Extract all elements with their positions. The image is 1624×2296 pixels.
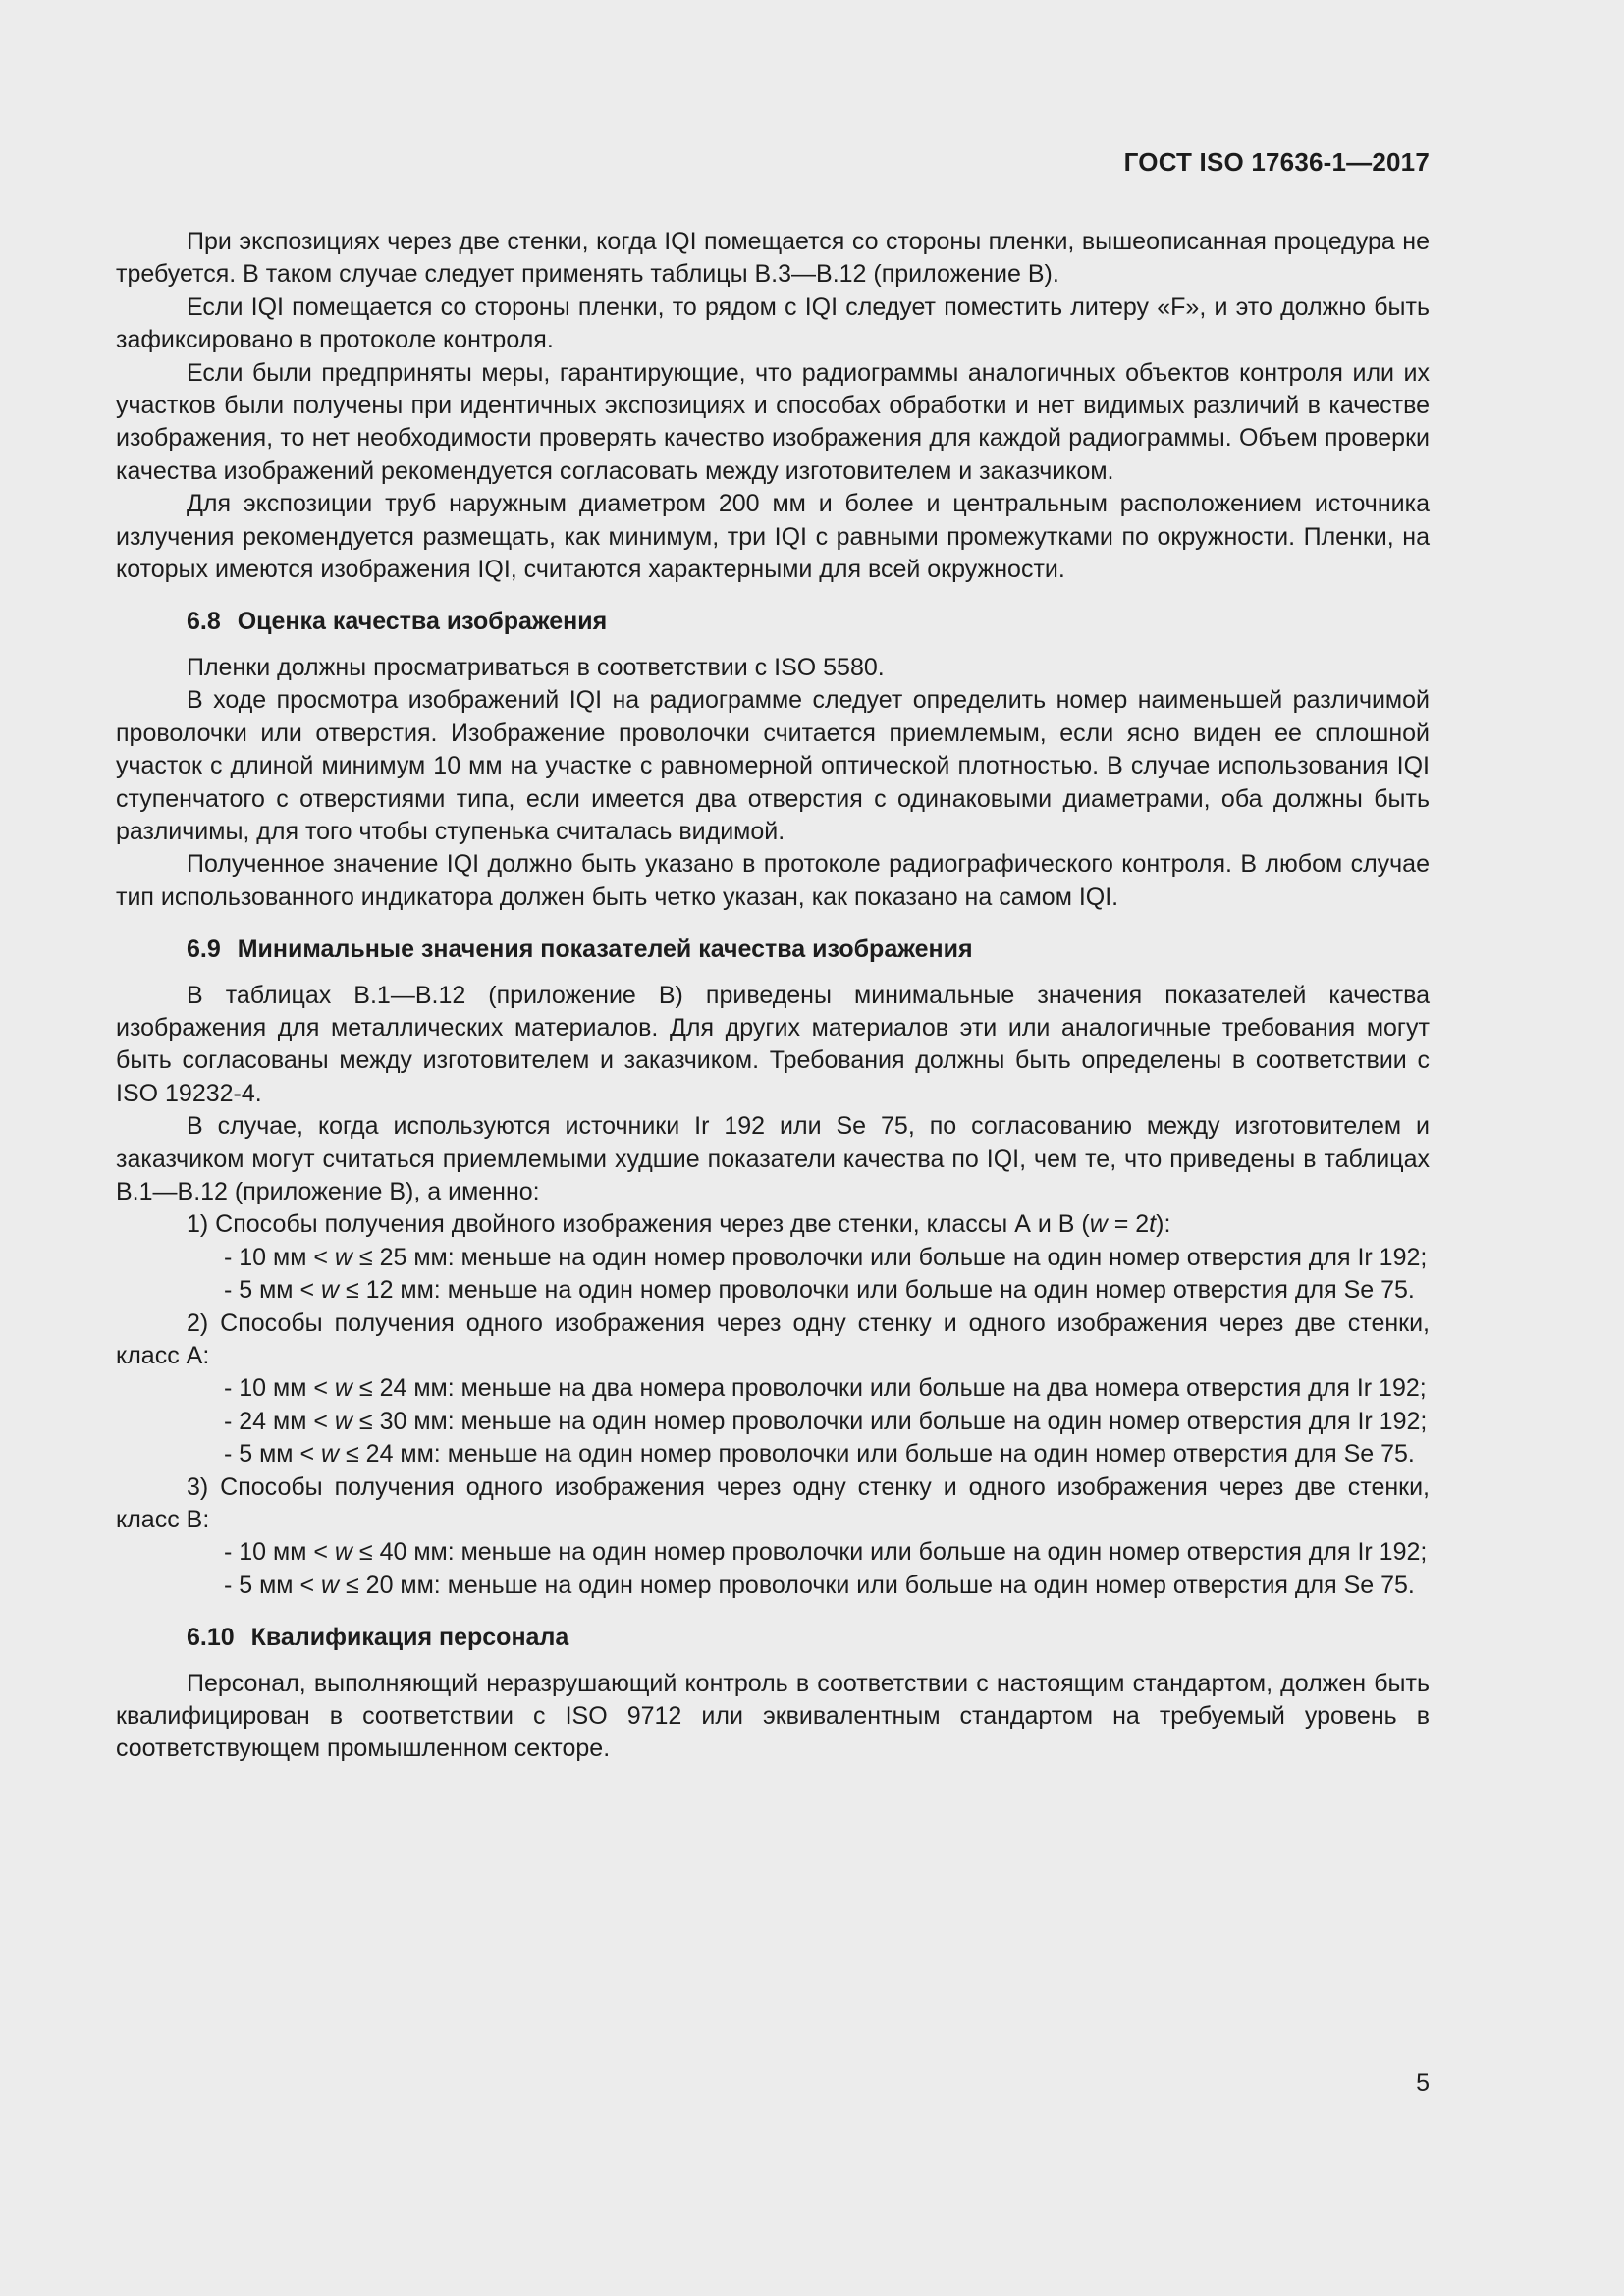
dash-lead: - 5 мм <: [224, 1440, 321, 1468]
var-w: w: [334, 1407, 352, 1435]
item-lead: 1) Способы получения двойного изображения через две стенки, классы А и В (: [187, 1210, 1090, 1239]
list-dash-item: [116, 1242, 1430, 1274]
list-item-1: [116, 1208, 1430, 1241]
page-number: 5: [1416, 2069, 1430, 2097]
list-dash-item: [116, 1406, 1430, 1438]
paragraph: В случае, когда используются источники Ir 192 или Se 75, по согласованию между изготовителем и заказчиком могут считаться приемлемыми худшие показатели качества по IQI, чем те, что приведены в таблицах В.1—В.12 (приложение В), а именно:: [116, 1112, 1430, 1205]
var-w: w: [334, 1538, 352, 1567]
var-w: w: [321, 1276, 340, 1305]
list-dash-item: [116, 1570, 1430, 1602]
var-w: w: [334, 1243, 352, 1271]
var-w: w: [321, 1440, 340, 1468]
list-item-3: 3) Способы получения одного изображения через одну стенку и одного изображения через две стенки, класс В:: [116, 1472, 1430, 1534]
dash-text: ≤ 30 мм: меньше на один номер проволочки или больше на один номер отверстия для Ir 192;: [352, 1407, 1428, 1435]
document-code: ГОСТ ISO 17636-1—2017: [1123, 147, 1430, 177]
paragraph: При экспозициях через две стенки, когда IQI помещается со стороны пленки, вышеописанная процедура не требуется. В таком случае следует применять таблицы В.3—В.12 (приложение В).: [116, 228, 1430, 289]
dash-lead: - 10 мм <: [224, 1538, 335, 1567]
section-title: Минимальные значения показателей качества изображения: [237, 935, 973, 964]
section-heading-6-10: [116, 1622, 1430, 1654]
list-dash-item: [116, 1274, 1430, 1307]
dash-text: ≤ 24 мм: меньше на один номер проволочки или больше на один номер отверстия для Se 75.: [339, 1440, 1415, 1468]
dash-text: ≤ 25 мм: меньше на один номер проволочки или больше на один номер отверстия для Ir 192;: [352, 1243, 1428, 1271]
list-dash-item: [116, 1372, 1430, 1405]
list-dash-item: [116, 1536, 1430, 1569]
paragraph: Персонал, выполняющий неразрушающий контроль в соответствии с настоящим стандартом, должен быть квалифицирован в соответствии с ISO 9712 или эквивалентным стандартом на требуемый уровень в соответствующем промышленном секторе.: [116, 1669, 1430, 1763]
var-w: w: [1089, 1210, 1108, 1239]
dash-lead: - 10 мм <: [224, 1243, 335, 1271]
section-heading-6-8: [116, 606, 1430, 638]
section-heading-6-9: [116, 934, 1430, 966]
var-t: t: [1149, 1210, 1157, 1239]
section-number: 6.8: [187, 608, 221, 636]
paragraph: Если IQI помещается со стороны пленки, то рядом с IQI следует поместить литеру «F», и это должно быть зафиксировано в протоколе контроля.: [116, 293, 1430, 354]
section-number: 6.9: [187, 935, 221, 964]
paragraph: Пленки должны просматриваться в соответствии с ISO 5580.: [187, 653, 885, 681]
dash-lead: - 24 мм <: [224, 1407, 335, 1435]
dash-text: ≤ 12 мм: меньше на один номер проволочки или больше на один номер отверстия для Se 75.: [339, 1276, 1415, 1305]
paragraph: Полученное значение IQI должно быть указано в протоколе радиографического контроля. В любом случае тип использованного индикатора должен быть четко указан, как показано на самом IQI.: [116, 850, 1430, 911]
list-item-2: 2) Способы получения одного изображения через одну стенку и одного изображения через две стенки, класс А:: [116, 1308, 1430, 1369]
section-title: Оценка качества изображения: [237, 608, 608, 636]
paragraph: Для экспозиции труб наружным диаметром 200 мм и более и центральным расположением источника излучения рекомендуется размещать, как минимум, три IQI с равными промежутками по окружности. Пленки, на которых имеются изображения IQI, считаются характерными для всей окружности.: [116, 490, 1430, 584]
dash-lead: - 5 мм <: [224, 1571, 321, 1599]
dash-lead: - 5 мм <: [224, 1276, 321, 1305]
document-body: [116, 226, 1430, 1766]
paragraph: В таблицах В.1—В.12 (приложение В) приведены минимальные значения показателей качества изображения для металлических материалов. Для других материалов эти или аналогичные требования могут быть согласованы между изготовителем и заказчиком. Требования должны быть определены в соответствии с ISO 19232-4.: [116, 981, 1430, 1107]
section-number: 6.10: [187, 1624, 235, 1652]
dash-text: ≤ 20 мм: меньше на один номер проволочки или больше на один номер отверстия для Se 75.: [339, 1571, 1415, 1599]
dash-text: ≤ 24 мм: меньше на два номера проволочки или больше на два номера отверстия для Ir 192;: [352, 1374, 1427, 1403]
section-title: Квалификация персонала: [250, 1624, 569, 1652]
paragraph: В ходе просмотра изображений IQI на радиограмме следует определить номер наименьшей различимой проволочки или отверстия. Изображение проволочки считается приемлемым, если ясно виден ее сплошной участок с длиной минимум 10 мм на участке с равномерной оптической плотностью. В случае использования IQI ступенчатого с отверстиями типа, если имеется два отверстия с одинаковыми диаметрами, оба должны быть различимы, для того чтобы ступенька считалась видимой.: [116, 686, 1430, 845]
dash-text: ≤ 40 мм: меньше на один номер проволочки или больше на один номер отверстия для Ir 192;: [352, 1538, 1428, 1567]
var-w: w: [334, 1374, 352, 1403]
var-w: w: [321, 1571, 340, 1599]
item-eq: = 2: [1107, 1210, 1150, 1239]
item-close: ):: [1156, 1210, 1171, 1239]
dash-lead: - 10 мм <: [224, 1374, 335, 1403]
paragraph: Если были предприняты меры, гарантирующие, что радиограммы аналогичных объектов контроля или их участков были получены при идентичных экспозициях и способах обработки и нет видимых различий в качестве изображения, то нет необходимости проверять качество изображения для каждой радиограммы. Объем проверки качества изображений рекомендуется согласовать между изготовителем и заказчиком.: [116, 358, 1430, 485]
list-dash-item: [116, 1438, 1430, 1470]
